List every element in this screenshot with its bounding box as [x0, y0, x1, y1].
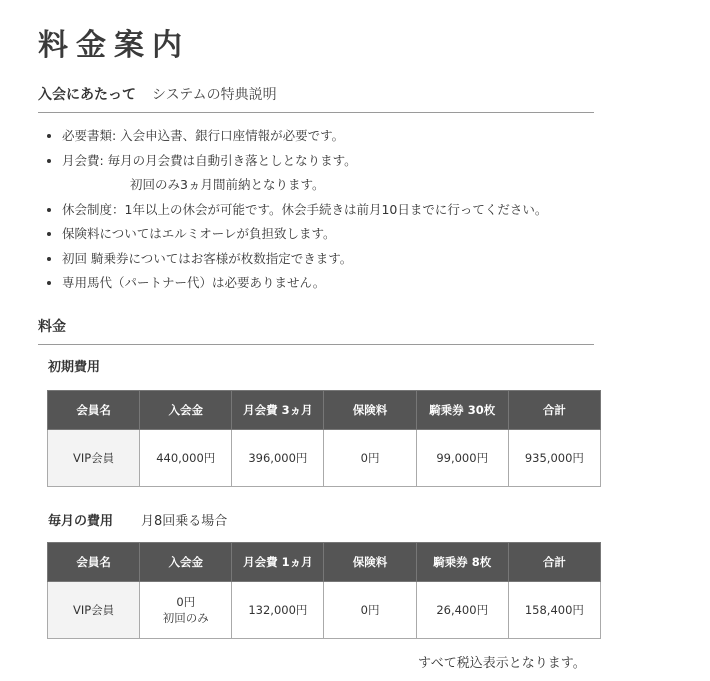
entry-fee-value: 0円	[176, 595, 196, 609]
column-header: 合計	[508, 543, 600, 582]
initial-cost-heading	[48, 356, 100, 375]
table-cell: 440,000円	[140, 430, 232, 487]
note-text: 月会費: 毎月の月会費は自動引き落としとなります。	[62, 152, 357, 168]
column-header: 月会費 3ヵ月	[232, 391, 324, 430]
column-header: 合計	[508, 391, 600, 430]
note-text: 初回 騎乗券についてはお客様が枚数指定できます。	[62, 250, 353, 266]
note-partner	[62, 271, 662, 296]
table-cell: 26,400円	[416, 582, 508, 639]
table-cell: VIP会員	[48, 582, 140, 639]
table-cell: 396,000円	[232, 430, 324, 487]
table-cell: 935,000円	[508, 430, 600, 487]
note-documents	[62, 124, 662, 149]
column-header: 月会費 1ヵ月	[232, 543, 324, 582]
table-cell: 0円	[324, 430, 416, 487]
note-suspension	[62, 198, 662, 223]
fees-heading: 料金	[38, 319, 66, 335]
table-cell: 99,000円	[416, 430, 508, 487]
column-header: 騎乗券 8枚	[416, 543, 508, 582]
section-heading-intro	[38, 84, 594, 113]
page-title: 料金案内	[38, 28, 190, 63]
column-header: 保険料	[324, 543, 416, 582]
table-header-row	[48, 391, 601, 430]
table-cell: 132,000円	[232, 582, 324, 639]
intro-subheading: システムの特典説明	[152, 87, 277, 103]
column-header: 会員名	[48, 391, 140, 430]
column-header: 会員名	[48, 543, 140, 582]
intro-heading: 入会にあたって	[38, 87, 136, 103]
note-text: 必要書類: 入会申込書、銀行口座情報が必要です。	[62, 128, 345, 143]
initial-cost-table	[47, 390, 601, 487]
note-text: 専用馬代（パートナー代）は必要ありません。	[62, 275, 326, 290]
note-extra: 初回のみ3ヵ月間前納となります。	[130, 177, 325, 192]
table-row	[48, 582, 601, 639]
column-header: 保険料	[324, 391, 416, 430]
initial-cost-title: 初期費用	[48, 360, 101, 375]
notes-list	[38, 124, 662, 296]
column-header: 入会金	[140, 543, 232, 582]
note-tickets	[62, 247, 662, 272]
section-heading-fees	[38, 316, 594, 345]
note-text: 保険料についてはエルミオーレが負担致します。	[62, 226, 336, 241]
table-header-row	[48, 543, 601, 582]
table-cell: 0円	[324, 582, 416, 639]
monthly-cost-table	[47, 542, 601, 639]
column-header: 入会金	[140, 391, 232, 430]
column-header: 騎乗券 30枚	[416, 391, 508, 430]
note-insurance	[62, 222, 662, 247]
table-cell	[140, 582, 232, 639]
note-monthly-fee	[62, 149, 662, 198]
table-cell: VIP会員	[48, 430, 140, 487]
tax-note: すべて税込表示となります。	[418, 656, 586, 671]
table-cell: 158,400円	[508, 582, 600, 639]
note-text: 休会制度：1年以上の休会が可能です。休会手続きは前月10日までに行ってください。	[62, 201, 548, 217]
monthly-cost-subtitle: 月8回乗る場合	[141, 514, 228, 529]
monthly-cost-heading	[48, 510, 227, 529]
entry-fee-note: 初回のみ	[162, 611, 209, 625]
table-row	[48, 430, 601, 487]
monthly-cost-title: 毎月の費用	[48, 514, 114, 529]
